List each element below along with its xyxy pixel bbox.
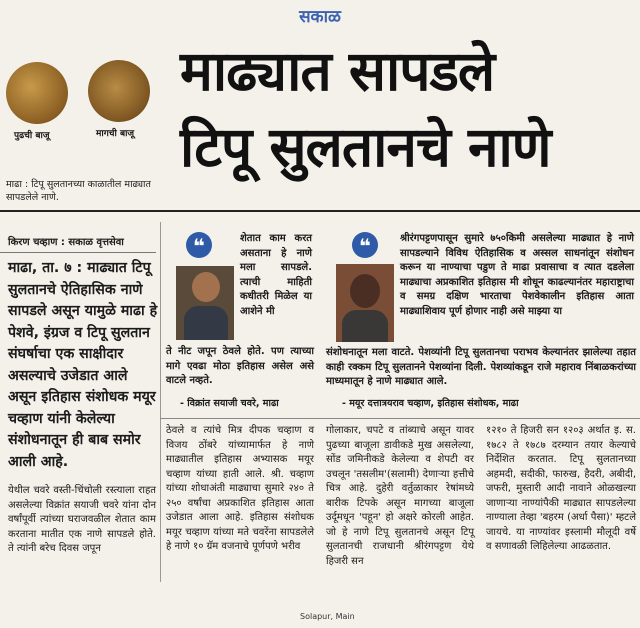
body-column-3: गोलाकार, चपटे व तांब्याचे असून यावर पुढच्या बाजूला डावीकडे मुख असलेल्या, सोंड जमिनीकडे केलेल्या व शेपटी वर उचलून 'तसलीम'(सलामी) देणाऱ्या हत्तीचे चित्र आहे. दुहेरी वर्तुळाकार रेषांमध्ये बारीक टिपके असून मागच्या बाजूला उर्दूमधून 'पहून' हो अक्षरे कोरली आहेत. जो हे नाणे टिपू सुलतानचे असून टिपू सुलतानची राजधानी श्रीरंगपट्टण येथे हिजरी सन xyxy=(326,425,474,567)
coin-back-label: मागची बाजू xyxy=(96,129,135,139)
quote-2-attribution: - मयूर दत्तात्रयराव चव्हाण, इतिहास संशोधक, माढा xyxy=(342,398,519,409)
quote-2-part-1: श्रीरंगपट्टणपासून सुमारे ७५०किमी असलेल्या माढ्यात हे नाणे सापडल्याने विविध ऐतिहासिक व अस्सल साधनांतून संशोधन करून या नाण्याचा पडुण ते माढा प्रवासाचा व त्यात दडलेला माढ्याचा अप्रकाशित इतिहास मी शोधून काढल्यानंतर महाराष्ट्राचा व समग्र दक्षिण भारताचा पेशवेकालीन इतिहास आता माढ्याशिवाय पूर्ण होणार नाही असे माझ्या या xyxy=(400,233,634,317)
body-column-1: येथील चवरे वस्ती-चिंचोली रस्त्याला राहत असलेल्या विक्रांत सयाजी चवरे यांना दोन वर्षांपूर्वी त्यांच्या घराजवळील शेतात काम करताना मातीत एक नाणे सापडले होते. ते त्यांनी बरेच दिवस जपून xyxy=(8,485,156,554)
quote-1-part-1: शेतात काम करत असताना हे नाणे मला सापडले. त्याची माहिती कधीतरी मिळेल या आशेने मी xyxy=(240,233,312,317)
portrait-vikrant-chavare xyxy=(176,266,234,340)
top-divider xyxy=(0,210,640,212)
body-column-2: ठेवले व त्यांचे मित्र दीपक चव्हाण व विजय ठोंबरे यांच्यामार्फत हे नाणे माढ्यातील इतिहास अभ्यासक मयूर चव्हाण यांच्या हाती आले. श्री. चव्हाण यांच्या शोधाअंती माढ्याचा सुमारे २४० ते २५० वर्षांचा अप्रकाशित इतिहास आता उजेडात आला आहे. इतिहास संशोधक मयूर चव्हाण यांच्या मते चवरेंना सापडलेले हे नाणे १० ग्रॅम वजनाचे पूर्णपणे भरीव xyxy=(166,425,314,552)
byline-divider xyxy=(0,252,156,253)
body-divider xyxy=(160,418,640,419)
byline: किरण चव्हाण : सकाळ वृत्तसेवा xyxy=(8,237,124,248)
body-column-4: १२१० ते हिजरी सन १२०३ अर्थात इ. स. १७८२ ते १७८७ दरम्यान तयार केल्याचे निर्देशित करतात. टिपू सुलतानच्या अहमदी, सदीकी, फारुख, हैदरी, अबीदी, जफरी, मुस्तारी आदी नावाने ओळखल्या जाणाऱ्या नाण्यांपैकी माढ्यात सापडलेल्या नाण्याला तेव्हा 'बहरम (अर्धा पैसा)' म्हटले जायचे. या नाण्यांवर इस्लामी मौलूदी वर्षे व सणावळी लिहिलेल्या आढळतात. xyxy=(486,425,636,552)
headline-line-1: माढ्यात सापडले xyxy=(180,39,495,103)
coin-front-label: पुढची बाजू xyxy=(14,131,50,141)
quote-icon: ❝ xyxy=(352,232,378,258)
quote-icon: ❝ xyxy=(186,232,212,258)
column-divider xyxy=(160,222,161,582)
quote-1-attribution: - विक्रांत सयाजी चवरे, माढा xyxy=(180,398,279,409)
lead-paragraph: माढा, ता. ७ : माढ्यात टिपू सुलतानचे ऐतिहासिक नाणे सापडले असून यामुळे माढा हे पेशवे, इंग्रज व टिपू सुलतान संघर्षाचा एक साक्षीदार असल्याचे उजेडात आले असून इतिहास संशोधक मयूर चव्हाण यांनी केलेल्या संशोधनातून ही बाब समोर आली आहे. xyxy=(8,260,158,470)
photo-caption: माढा : टिपू सुलतानच्या काळातील माढ्यात सापडलेले नाणे. xyxy=(6,179,151,203)
portrait-mayur-chavan xyxy=(336,264,394,342)
edition-footer: Solapur, Main xyxy=(300,612,355,621)
coin-front-image xyxy=(6,62,68,124)
headline-line-2: टिपू सुलतानचे नाणे xyxy=(180,115,551,179)
quote-2-part-2: संशोधनातून मला वाटते. पेशव्यांनी टिपू सुलतानचा पराभव केल्यानंतर झालेल्या तहात काही रक्कम टिपू सुलतानने पेशव्यांना दिली. पेशव्यांकडून राजे महाराव निंबाळकरांच्या माध्यमातून हे नाणे माढ्यात आले. xyxy=(326,347,636,387)
coin-back-image xyxy=(88,60,150,122)
newspaper-masthead: सकाळ xyxy=(299,7,341,27)
quote-1-part-2: ते नीट जपून ठेवले होते. पण त्याच्या मागे एवढा मोठा इतिहास असेल असे वाटले नव्हते. xyxy=(166,346,314,386)
